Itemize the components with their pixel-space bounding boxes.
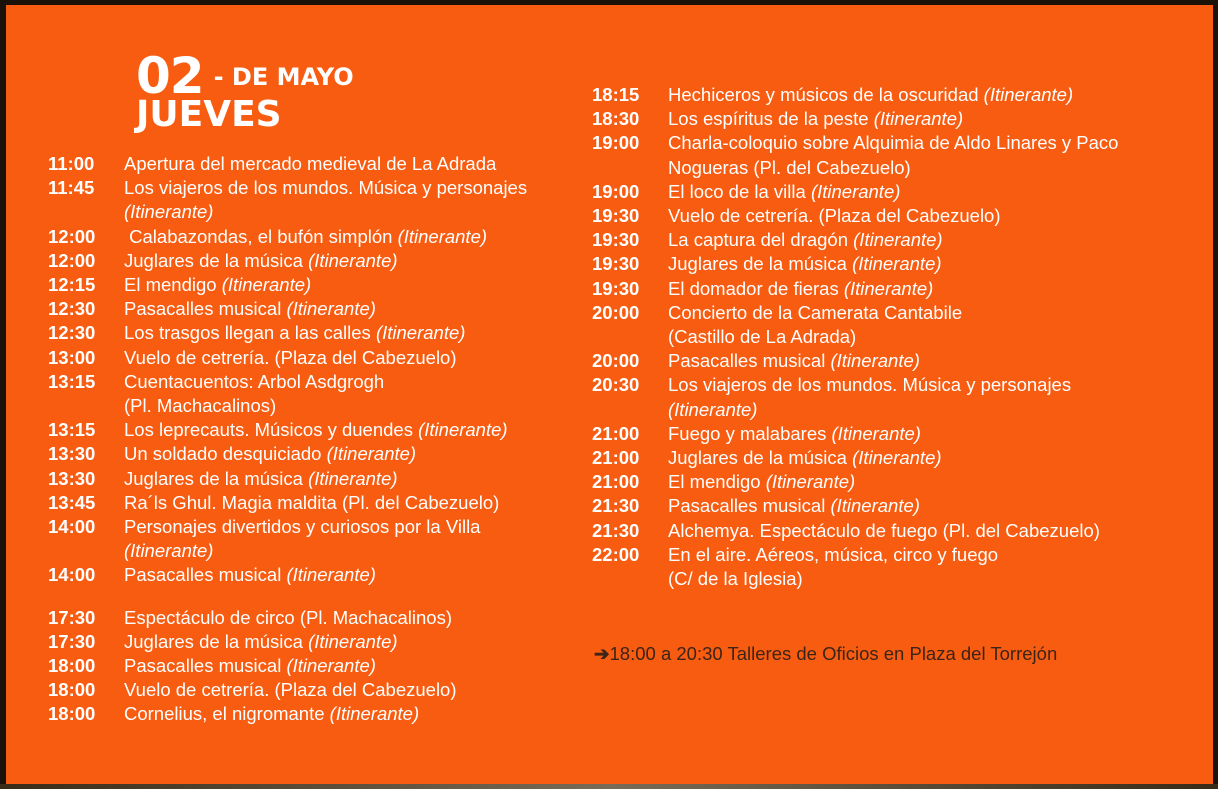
- entry-description: [124, 249, 593, 273]
- entry-title: Personajes divertidos y curiosos por la Villa: [124, 516, 481, 538]
- entry-itinerant-tag: (Itinerante): [308, 630, 398, 652]
- entry-title: La captura del dragón: [668, 229, 854, 251]
- entry-description: [124, 467, 593, 491]
- entry-description: [124, 563, 593, 587]
- entry-line: [124, 297, 593, 321]
- entry-itinerant-tag: (Itinerante): [830, 495, 920, 517]
- entry-description: [124, 606, 593, 630]
- entry-title: Apertura del mercado medieval de La Adrada: [124, 153, 497, 174]
- entry-time: 11:00: [48, 153, 95, 174]
- entry-line: [124, 346, 593, 370]
- entry-line: [668, 277, 1202, 301]
- entry-line: [124, 152, 593, 176]
- entry-line: [668, 349, 1202, 373]
- entry-line: [124, 394, 593, 418]
- entry-description: [124, 630, 593, 654]
- entry-title: (C/ de la Iglesia): [668, 568, 803, 590]
- entry-itinerant-tag: (Itinerante): [397, 225, 488, 247]
- entry-line: [668, 131, 1202, 155]
- entry-itinerant-tag: (Itinerante): [286, 564, 376, 586]
- entry-time: 17:30: [48, 606, 96, 628]
- entry-line: [668, 398, 1202, 422]
- entry-description: [124, 297, 593, 321]
- entry-time: 14:00: [48, 564, 96, 586]
- entry-time: 21:00: [592, 447, 640, 469]
- entry-description: [668, 494, 1202, 518]
- schedule-entry: [592, 422, 1202, 446]
- schedule-entry: [48, 702, 593, 726]
- entry-title: Los viajeros de los mundos. Música y personajes: [124, 177, 528, 199]
- entry-title: Juglares de la música: [668, 447, 853, 469]
- workshops-note-text: 18:00 a 20:30 Talleres de Oficios en Plaza del Torrejón: [609, 643, 1058, 664]
- entry-title: Juglares de la música: [124, 630, 309, 652]
- schedule-entry: [48, 346, 593, 370]
- entry-title: Nogueras (Pl. del Cabezuelo): [668, 156, 911, 178]
- entry-description: [668, 301, 1202, 349]
- entry-time: 12:30: [48, 322, 96, 344]
- entry-description: [124, 346, 593, 370]
- entry-line: [668, 519, 1202, 543]
- entry-title: En el aire. Aéreos, música, circo y fuego: [668, 543, 999, 565]
- schedule-entry: [592, 470, 1202, 494]
- entry-time: 19:30: [592, 277, 640, 299]
- entry-description: [668, 277, 1202, 301]
- schedule-entry: [48, 491, 593, 515]
- entry-time: 21:00: [592, 422, 640, 444]
- entry-line: [124, 442, 593, 466]
- entry-line: [668, 543, 1202, 567]
- entry-itinerant-tag: (Itinerante): [308, 249, 398, 271]
- entry-line: [124, 467, 593, 491]
- entry-itinerant-tag: (Itinerante): [873, 108, 964, 130]
- entry-description: [668, 543, 1202, 591]
- schedule-entry: [48, 249, 593, 273]
- entry-title: Pasacalles musical: [124, 564, 287, 586]
- schedule-entry: [592, 349, 1202, 373]
- entry-time: 20:30: [592, 374, 640, 396]
- entry-time: 12:00: [48, 249, 96, 271]
- entry-line: [668, 422, 1202, 446]
- entry-title: Pasacalles musical: [124, 655, 287, 677]
- entry-time: 22:00: [592, 543, 640, 565]
- entry-description: [124, 152, 593, 176]
- entry-line: [668, 252, 1202, 276]
- entry-description: [124, 678, 593, 702]
- entry-line: [124, 515, 593, 539]
- entry-line: [668, 107, 1202, 131]
- schedule-entry: [592, 204, 1202, 228]
- entry-itinerant-tag: (Itinerante): [286, 655, 376, 677]
- entry-line: [668, 567, 1202, 591]
- entry-time: 19:30: [592, 253, 640, 275]
- entry-title: Los leprecauts. Músicos y duendes: [124, 419, 419, 441]
- entry-line: [668, 156, 1202, 180]
- entry-title: Pasacalles musical: [668, 495, 831, 517]
- entry-description: [668, 131, 1202, 179]
- entry-title: Juglares de la música: [124, 249, 309, 271]
- entry-description: [124, 321, 593, 345]
- entry-line: [124, 606, 593, 630]
- schedule-entry: [592, 252, 1202, 276]
- entry-line: [668, 470, 1202, 494]
- entry-title: Charla-coloquio sobre Alquimia de Aldo Linares y Paco: [668, 132, 1119, 154]
- entry-time: 12:15: [48, 274, 96, 296]
- entry-title: Alchemya. Espectáculo de fuego (Pl. del Cabezuelo): [668, 519, 1100, 541]
- schedule-entry: [592, 131, 1202, 179]
- entry-time: 21:00: [592, 471, 640, 493]
- entry-description: [668, 83, 1202, 107]
- schedule-entry: [48, 418, 593, 442]
- entry-line: [124, 563, 593, 587]
- entry-line: [124, 225, 593, 249]
- entry-time: 19:00: [592, 132, 640, 154]
- entry-title: Juglares de la música: [124, 467, 309, 489]
- entry-title: Pasacalles musical: [668, 350, 831, 372]
- entry-time: 12:00: [48, 225, 96, 247]
- entry-title: El mendigo: [668, 471, 766, 493]
- schedule-entry: [48, 442, 593, 466]
- entry-line: [668, 301, 1202, 325]
- schedule-entry: [48, 467, 593, 491]
- entry-time: 20:00: [592, 301, 640, 323]
- entry-title: Un soldado desquiciado: [124, 443, 327, 465]
- entry-description: [668, 470, 1202, 494]
- schedule-entry: [48, 273, 593, 297]
- entry-description: [668, 373, 1202, 421]
- entry-description: [668, 180, 1202, 204]
- entry-line: [668, 325, 1202, 349]
- entry-line: [124, 176, 593, 200]
- entry-description: [124, 418, 593, 442]
- entry-itinerant-tag: (Itinerante): [852, 447, 942, 469]
- entry-title: El domador de fieras: [668, 277, 844, 299]
- entry-title: Los espíritus de la peste: [668, 108, 874, 130]
- day-number: 02: [136, 47, 204, 105]
- schedule-entry: [592, 301, 1202, 349]
- entry-time: 13:15: [48, 419, 96, 441]
- entry-time: 18:00: [48, 679, 96, 701]
- schedule-entry: [48, 297, 593, 321]
- entry-time: 18:15: [592, 84, 640, 105]
- schedule-entry: [592, 519, 1202, 543]
- entry-time: 19:00: [592, 180, 640, 202]
- entry-itinerant-tag: (Itinerante): [983, 84, 1074, 105]
- entry-time: 13:30: [48, 467, 96, 489]
- left-schedule-column: [48, 152, 593, 727]
- entry-description: [124, 515, 593, 563]
- schedule-entry: [48, 176, 593, 224]
- entry-time: 12:30: [48, 298, 96, 320]
- entry-description: [124, 273, 593, 297]
- entry-line: [124, 249, 593, 273]
- entry-line: [124, 678, 593, 702]
- entry-description: [124, 442, 593, 466]
- schedule-entry: [48, 321, 593, 345]
- schedule-entry: [48, 606, 593, 630]
- entry-description: [668, 204, 1202, 228]
- entry-itinerant-tag: (Itinerante): [308, 467, 398, 489]
- entry-line: [124, 539, 593, 563]
- entry-time: 17:30: [48, 630, 96, 652]
- entry-itinerant-tag: (Itinerante): [843, 277, 934, 299]
- entry-line: [124, 418, 593, 442]
- entry-description: [668, 349, 1202, 373]
- entry-title: Vuelo de cetrería. (Plaza del Cabezuelo): [124, 346, 457, 368]
- date-header: [136, 47, 354, 135]
- entry-line: [124, 491, 593, 515]
- entry-title: Ra´ls Ghul. Magia maldita (Pl. del Cabezuelo): [124, 491, 500, 513]
- entry-line: [668, 180, 1202, 204]
- entry-title: Cornelius, el nigromante: [124, 703, 330, 725]
- entry-itinerant-tag: (Itinerante): [418, 419, 508, 441]
- month-label: - DE MAYO: [213, 63, 354, 91]
- schedule-entry: [48, 630, 593, 654]
- entry-line: [124, 321, 593, 345]
- entry-line: [668, 228, 1202, 252]
- entry-itinerant-tag: (Itinerante): [375, 322, 466, 344]
- entry-line: [124, 370, 593, 394]
- entry-time: 20:00: [592, 350, 640, 372]
- schedule-entry: [48, 678, 593, 702]
- entry-title: Vuelo de cetrería. (Plaza del Cabezuelo): [668, 205, 1001, 227]
- entry-itinerant-tag: (Itinerante): [286, 298, 376, 320]
- schedule-entry: [592, 180, 1202, 204]
- schedule-entry: [48, 152, 593, 176]
- schedule-entry: [592, 543, 1202, 591]
- entry-line: [124, 654, 593, 678]
- entry-itinerant-tag: (Itinerante): [329, 703, 420, 725]
- entry-itinerant-tag: (Itinerante): [765, 471, 856, 493]
- bottom-border: [0, 784, 1218, 789]
- schedule-entry: [48, 654, 593, 678]
- entry-time: 13:30: [48, 443, 96, 465]
- entry-line: [668, 204, 1202, 228]
- entry-title: Cuentacuentos: Arbol Asdgrogh: [124, 370, 385, 392]
- schedule-entry: [592, 373, 1202, 421]
- schedule-entry: [592, 446, 1202, 470]
- entry-line: [668, 446, 1202, 470]
- entry-title: Hechiceros y músicos de la oscuridad: [668, 84, 984, 105]
- entry-time: 19:30: [592, 205, 640, 227]
- entry-description: [668, 422, 1202, 446]
- entry-itinerant-tag: (Itinerante): [852, 253, 942, 275]
- entry-time: 13:00: [48, 346, 96, 368]
- entry-itinerant-tag: (Itinerante): [124, 201, 214, 223]
- entry-time: 21:30: [592, 495, 640, 517]
- entry-title: Los trasgos llegan a las calles: [124, 322, 376, 344]
- entry-time: 18:30: [592, 108, 640, 130]
- entry-line: [668, 494, 1202, 518]
- entry-title: Juglares de la música: [668, 253, 853, 275]
- schedule-entry: [592, 228, 1202, 252]
- entry-line: [124, 702, 593, 726]
- entry-title: Vuelo de cetrería. (Plaza del Cabezuelo): [124, 679, 457, 701]
- entry-title: Espectáculo de circo (Pl. Machacalinos): [124, 606, 453, 628]
- entry-time: 18:00: [48, 655, 96, 677]
- entry-description: [668, 446, 1202, 470]
- entry-time: 19:30: [592, 229, 640, 251]
- schedule-entry: [592, 277, 1202, 301]
- entry-time: 11:45: [48, 177, 95, 199]
- workshops-note: [594, 642, 1057, 666]
- entry-description: [668, 519, 1202, 543]
- entry-line: [124, 630, 593, 654]
- entry-description: [124, 491, 593, 515]
- entry-title: Los viajeros de los mundos. Música y personajes: [668, 374, 1072, 396]
- entry-title: Concierto de la Camerata Cantabile: [668, 301, 963, 323]
- entry-description: [668, 107, 1202, 131]
- entry-itinerant-tag: (Itinerante): [830, 350, 920, 372]
- entry-title: Fuego y malabares: [668, 422, 832, 444]
- arrow-right-icon: ➔: [594, 643, 610, 664]
- schedule-entry: [48, 563, 593, 587]
- entry-line: [668, 373, 1202, 397]
- entry-description: [124, 176, 593, 224]
- entry-description: [124, 225, 593, 249]
- entry-itinerant-tag: (Itinerante): [853, 229, 943, 251]
- entry-title: El mendigo: [124, 274, 222, 296]
- entry-description: [124, 702, 593, 726]
- entry-description: [124, 370, 593, 418]
- entry-time: 13:45: [48, 491, 96, 513]
- schedule-entry: [592, 494, 1202, 518]
- weekday-label: JUEVES: [136, 94, 282, 135]
- entry-title: El loco de la villa: [668, 180, 811, 202]
- schedule-entry: [592, 83, 1202, 107]
- entry-title: Pasacalles musical: [124, 298, 287, 320]
- entry-itinerant-tag: (Itinerante): [831, 422, 921, 444]
- entry-itinerant-tag: (Itinerante): [221, 274, 312, 296]
- schedule-entry: [48, 370, 593, 418]
- entry-title: (Castillo de La Adrada): [668, 326, 857, 348]
- entry-title: (Pl. Machacalinos): [124, 395, 277, 417]
- entry-description: [668, 252, 1202, 276]
- entry-title: Calabazondas, el bufón simplón: [124, 225, 398, 247]
- entry-description: [668, 228, 1202, 252]
- entry-itinerant-tag: (Itinerante): [326, 443, 417, 465]
- schedule-entry: [48, 225, 593, 249]
- entry-itinerant-tag: (Itinerante): [668, 398, 758, 420]
- schedule-entry: [48, 515, 593, 563]
- entry-line: [124, 273, 593, 297]
- entry-line: [668, 83, 1202, 107]
- entry-itinerant-tag: (Itinerante): [810, 180, 901, 202]
- entry-description: [124, 654, 593, 678]
- entry-itinerant-tag: (Itinerante): [124, 540, 214, 562]
- schedule-entry: [592, 107, 1202, 131]
- right-schedule-column: [592, 83, 1202, 591]
- schedule-gap: [48, 588, 593, 606]
- entry-time: 18:00: [48, 703, 96, 725]
- entry-line: [124, 200, 593, 224]
- schedule-poster: [6, 5, 1213, 784]
- entry-time: 21:30: [592, 519, 640, 541]
- entry-time: 13:15: [48, 370, 96, 392]
- entry-time: 14:00: [48, 516, 96, 538]
